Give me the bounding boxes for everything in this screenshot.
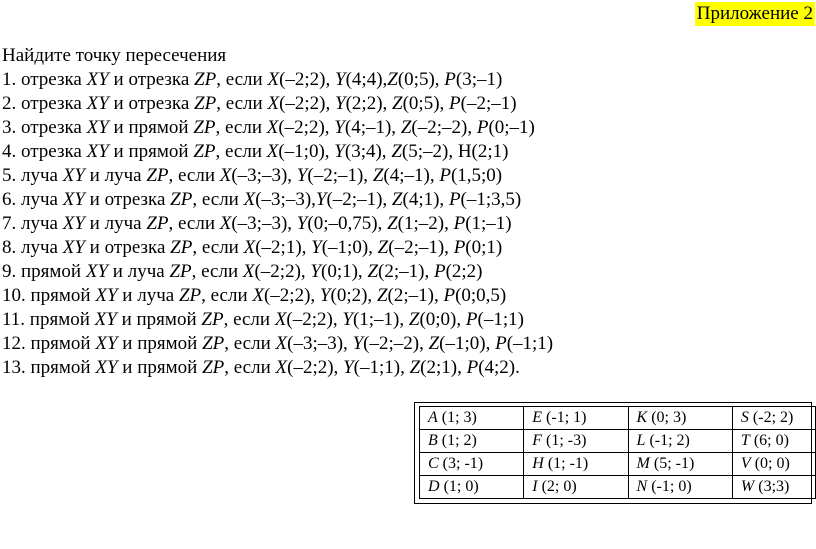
task-text: и луча (84, 165, 147, 186)
point-letter: V (740, 455, 751, 472)
point-coords: (-2; 2) (748, 409, 794, 426)
task-text: (–3;–3), (287, 333, 353, 354)
point-name: ZP (170, 189, 193, 210)
appendix-label: Приложение 2 (696, 3, 813, 24)
task-text: , если (168, 213, 220, 234)
point-letter: A (428, 409, 438, 426)
task-text: 5. луча (2, 165, 63, 186)
point-coords: (1; -3) (542, 432, 587, 449)
task-list (2, 68, 812, 380)
task-text: 3. отрезка (2, 117, 87, 138)
point-name: X (274, 309, 287, 330)
point-name: X (267, 69, 280, 90)
point-name: P (476, 117, 489, 138)
table-row (420, 476, 816, 499)
point-letter: D (428, 478, 440, 495)
task-text: (–2;2), (286, 309, 343, 330)
task-text: , если (191, 261, 243, 282)
task-text: и отрезка (108, 93, 195, 114)
point-name: Z (387, 213, 398, 234)
point-name: XY (95, 357, 118, 378)
point-name: Y (335, 69, 346, 90)
point-coords: (1; 0) (439, 478, 479, 495)
point-name: P (453, 237, 466, 258)
point-coords: (1; 2) (437, 432, 477, 449)
table-row (420, 453, 816, 476)
point-letter: F (532, 432, 543, 449)
point-coords: (0; 0) (750, 455, 790, 472)
point-name: Y (310, 261, 321, 282)
table-cell (732, 453, 815, 476)
point-name: ZP (146, 165, 169, 186)
point-name: X (252, 285, 264, 306)
task-line (2, 68, 812, 92)
point-coords: (-1; 2) (645, 432, 690, 449)
task-text: (2;–1), (378, 261, 434, 282)
task-text: 12. прямой (2, 333, 96, 354)
table-cell (732, 407, 815, 430)
task-text: (4;2). (478, 357, 520, 378)
point-name: XY (85, 261, 109, 282)
point-name: X (242, 261, 255, 282)
point-name: Z (408, 309, 420, 330)
point-name: Z (391, 189, 403, 210)
point-letter: K (636, 409, 648, 426)
task-text: (–2;2), (263, 285, 320, 306)
point-letter: W (740, 478, 755, 495)
point-name: ZP (170, 237, 193, 258)
point-coords: (3;3) (754, 478, 790, 495)
task-title: Найдите точку пересечения (2, 45, 227, 66)
task-text: (–2;–2), (363, 333, 429, 354)
point-letter: N (636, 478, 648, 495)
point-name: Z (372, 165, 384, 186)
point-name: XY (86, 117, 109, 138)
task-text: (0;5), (397, 69, 445, 90)
point-coords: (1; -1) (543, 455, 589, 472)
point-name: XY (95, 285, 118, 306)
point-name: Y (334, 141, 345, 162)
point-name: Y (296, 213, 308, 234)
point-coords: (5; -1) (649, 455, 695, 472)
point-name: Z (400, 117, 412, 138)
table-row (420, 430, 816, 453)
table-cell (524, 430, 628, 453)
task-text: (4;1), (402, 189, 449, 210)
task-text: (0;1) (465, 237, 503, 258)
task-text: (4;4), (345, 69, 388, 90)
point-name: ZP (202, 333, 225, 354)
task-text: (2;–1), (387, 285, 444, 306)
point-name: X (275, 333, 288, 354)
point-name: Z (428, 333, 440, 354)
task-text: , если (224, 333, 276, 354)
point-name: P (495, 333, 507, 354)
point-name: XY (94, 309, 117, 330)
task-line (2, 164, 812, 188)
task-text: (–1;1) (477, 309, 524, 330)
task-text: (–2;–1) (460, 93, 517, 114)
point-name: P (439, 165, 451, 186)
task-text: (0;–1) (488, 117, 535, 138)
task-text: и луча (108, 261, 170, 282)
point-name: Y (342, 309, 353, 330)
point-name: ZP (193, 117, 216, 138)
task-text: (–2;2), (278, 117, 335, 138)
point-name: X (243, 189, 256, 210)
task-text: и луча (117, 285, 179, 306)
point-coords: (-1; 0) (647, 478, 692, 495)
task-text: и прямой (116, 309, 202, 330)
task-text: (0;0,5) (455, 285, 507, 306)
task-text: и прямой (108, 117, 194, 138)
task-text: 8. луча (2, 237, 63, 258)
point-letter: I (532, 478, 538, 495)
point-name: ZP (146, 213, 169, 234)
point-name: Y (335, 93, 346, 114)
point-name: P (453, 213, 466, 234)
task-text: и прямой (117, 333, 203, 354)
task-text: (–2;2), (279, 69, 336, 90)
point-name: P (444, 69, 456, 90)
point-name: ZP (193, 141, 216, 162)
task-text: (–2;–1), (307, 165, 373, 186)
task-text: (1;–1), (352, 309, 409, 330)
point-name: ZP (178, 285, 202, 306)
task-text: (–1;0), (439, 333, 496, 354)
point-letter: B (428, 432, 438, 449)
task-text: (–1;0), (278, 141, 335, 162)
point-letter: C (428, 455, 439, 472)
task-text: (0;–0,75), (307, 213, 388, 234)
task-text: и прямой (117, 357, 203, 378)
point-name: P (448, 189, 461, 210)
task-text: 2. отрезка (2, 93, 87, 114)
point-name: XY (86, 69, 109, 90)
task-text: и отрезка (84, 189, 171, 210)
task-text: , если (215, 117, 267, 138)
task-text: 9. прямой (2, 261, 86, 282)
point-name: Z (391, 141, 402, 162)
task-text: , если (201, 285, 253, 306)
point-name: ZP (194, 93, 217, 114)
task-text: , если (215, 141, 267, 162)
point-letter: E (532, 409, 543, 426)
task-text: (–2;2), (287, 357, 344, 378)
table-cell (628, 407, 732, 430)
task-text: , если (168, 165, 220, 186)
task-block (2, 44, 812, 380)
point-name: X (219, 213, 232, 234)
point-name: Y (319, 285, 331, 306)
point-name: XY (62, 189, 85, 210)
task-text: (–2;1), (255, 237, 312, 258)
task-text: 4. отрезка (2, 141, 87, 162)
point-name: ZP (169, 261, 192, 282)
task-line (2, 188, 812, 212)
task-text: 10. прямой (2, 285, 96, 306)
task-text: , если (192, 237, 244, 258)
task-line (2, 116, 812, 140)
task-text: 7. луча (2, 213, 63, 234)
point-name: Y (296, 165, 308, 186)
table-cell (420, 407, 524, 430)
point-name: XY (62, 165, 85, 186)
point-name: Z (376, 285, 388, 306)
task-text: 13. прямой (2, 357, 96, 378)
task-text: 6. луча (2, 189, 63, 210)
table-cell (524, 407, 628, 430)
task-text: и прямой (108, 141, 194, 162)
table-row (420, 407, 816, 430)
point-name: XY (95, 333, 118, 354)
task-line (2, 140, 812, 164)
task-text: (2;2) (445, 261, 483, 282)
point-coords: (0; 3) (647, 409, 687, 426)
task-line (2, 260, 812, 284)
points-table-body (420, 407, 816, 499)
point-letter: H (532, 455, 544, 472)
task-text: 11. прямой (2, 309, 95, 330)
task-text: и отрезка (108, 69, 195, 90)
table-cell (420, 453, 524, 476)
point-name: X (267, 93, 280, 114)
task-text: (1;–1) (465, 213, 512, 234)
task-text: (–3;–3), (231, 165, 297, 186)
point-coords: (2; 0) (537, 478, 577, 495)
point-coords: (-1; 1) (542, 409, 587, 426)
point-name: Z (377, 237, 389, 258)
point-coords: (3; -1) (438, 455, 484, 472)
point-name: XY (86, 141, 109, 162)
point-name: P (465, 309, 478, 330)
task-text: 1. отрезка (2, 69, 87, 90)
point-name: X (219, 165, 232, 186)
task-line (2, 308, 812, 332)
point-letter: L (636, 432, 646, 449)
point-name: XY (62, 213, 85, 234)
task-line (2, 284, 812, 308)
task-text: (3;4), (344, 141, 392, 162)
table-cell (420, 476, 524, 499)
point-name: X (266, 141, 279, 162)
point-name: X (243, 237, 256, 258)
point-name: ZP (202, 357, 225, 378)
point-name: Y (311, 237, 322, 258)
task-text: (3;–1) (455, 69, 503, 90)
point-letter: M (636, 455, 650, 472)
table-cell (732, 476, 815, 499)
task-text: (–1;1) (506, 333, 554, 354)
task-text: (–2;2), (254, 261, 311, 282)
task-text: (2;2), (345, 93, 393, 114)
point-name: Z (409, 357, 421, 378)
point-name: Y (352, 333, 364, 354)
task-text: (1;–2), (397, 213, 454, 234)
task-text: , если (216, 93, 268, 114)
point-name: XY (86, 93, 109, 114)
point-name: Y (315, 189, 327, 210)
task-text: и луча (84, 213, 147, 234)
point-letter: S (740, 409, 749, 426)
point-name: X (266, 117, 279, 138)
task-text: (–2;2), (279, 93, 336, 114)
point-name: Z (387, 69, 398, 90)
point-name: XY (62, 237, 85, 258)
point-name: Y (334, 117, 345, 138)
point-name: P (433, 261, 446, 282)
task-text: (4;–1), (383, 165, 440, 186)
task-line (2, 92, 812, 116)
task-line (2, 236, 812, 260)
task-text: (–1;0), (321, 237, 378, 258)
task-text: (2;1), (420, 357, 467, 378)
task-line (2, 332, 812, 356)
point-name: P (443, 285, 456, 306)
point-coords: (6; 0) (749, 432, 789, 449)
point-name: Z (367, 261, 379, 282)
table-cell (628, 476, 732, 499)
task-text: (0;0), (419, 309, 466, 330)
table-cell (524, 476, 628, 499)
table-cell (732, 430, 815, 453)
task-text: (–3;–3), (255, 189, 316, 210)
task-text: , если (216, 69, 268, 90)
point-name: P (449, 93, 461, 114)
point-coords: (1; 3) (437, 409, 477, 426)
task-text: , если (223, 309, 275, 330)
table-cell (628, 453, 732, 476)
task-line (2, 212, 812, 236)
task-text: (0;5), (402, 93, 450, 114)
task-text: (4;–1), (344, 117, 401, 138)
task-text: (5;–2), Н(2;1) (401, 141, 509, 162)
task-text: (–1;1), (353, 357, 410, 378)
task-text: (–2;–2), (411, 117, 477, 138)
point-name: Z (392, 93, 403, 114)
task-line (2, 356, 812, 380)
table-cell (628, 430, 732, 453)
task-text: , если (192, 189, 244, 210)
task-text: и отрезка (84, 237, 171, 258)
table-cell (420, 430, 524, 453)
task-text: (–3;–3), (231, 213, 297, 234)
table-cell (524, 453, 628, 476)
point-name: P (466, 357, 479, 378)
point-name: ZP (201, 309, 224, 330)
points-table (419, 406, 816, 499)
task-text: (0;2), (330, 285, 377, 306)
point-letter: T (740, 432, 750, 449)
task-text: (–2;–1), (326, 189, 392, 210)
point-name: Y (343, 357, 354, 378)
point-name: X (275, 357, 288, 378)
task-text: (–1;3,5) (460, 189, 522, 210)
task-text: , если (224, 357, 276, 378)
task-text: (1,5;0) (450, 165, 503, 186)
task-text: (–2;–1), (388, 237, 454, 258)
task-text: (0;1), (321, 261, 368, 282)
point-name: ZP (194, 69, 217, 90)
